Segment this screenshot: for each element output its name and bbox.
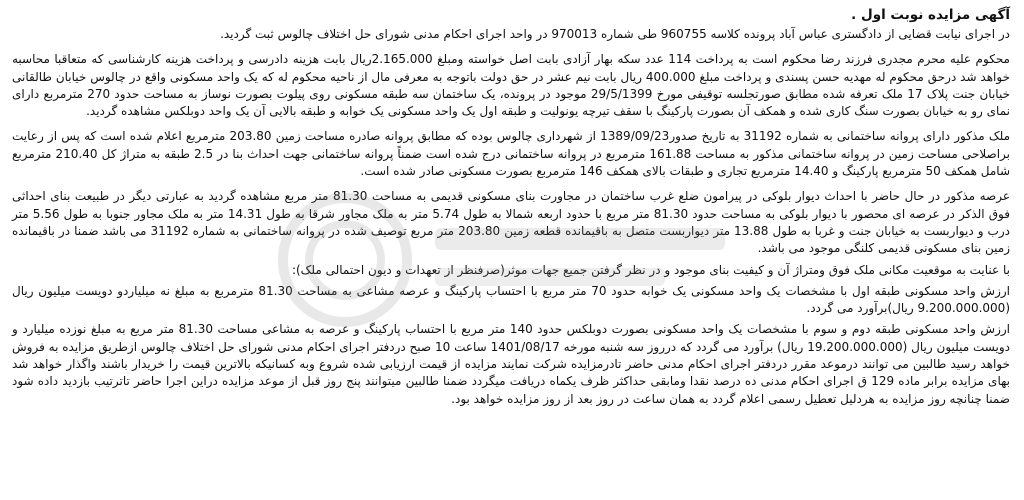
notice-paragraph-land: عرصه مذکور در حال حاضر با احداث دیوار بلوکی در پیرامون ضلع غرب ساختمان در مجاورت بنای مسکونی قدیمی به مساحت 81.30 متر مربع مشاهده گردید به عبارتی دیگر در طبیعت بنای احداثی فوق الذکر در عرصه ای محصور با دیوار بلوکی به مساحت حدود 81.30 متر مربع با حدود اربعه شمالا به طول 5.74 متر به ملک مجاور شرقا به طول 14.31 متر به ملک مجاور جنوبا به طول 5.56 متر درب و دیواربست به خیابان جنت و غربا به طول 13.88 متر دیواربست متصل به باقیمانده قطعه زمین 203.80 متر مربع توصیف شده در پروانه ساختمانی به شماره 31192 می باشد ضمنا در باقیمانده زمین بنای مسکونی قدیمی کلنگی موجود می باشد.: [12, 189, 1010, 256]
notice-paragraph-permit: ملک مذکور دارای پروانه ساختمانی به شماره 31192 به تاریخ صدور1389/09/23 از شهرداری چالوس بوده که مطابق پروانه صادره مساحت زمین 203.80 مترمربع اعلام شده است که پس از رعایت براصلاحی مساحت زمین در پروانه ساختمانی مذکور به مساحت 161.88 مترمربع در پروانه ساختمانی درج شده است ضمناً پروانه ساختمانی جهت احداث بنا در 2.5 طبقه به متراژ کل 210.40 مترمربع شامل همکف 50 مترمربع پارکینگ و 14.40 مترمربع تجاری و طبقات بالای همکف 146 مترمربع بصورت مسکونی صادر شده است.: [12, 129, 1011, 179]
notice-paragraph-judgment: محکوم علیه محرم مجدری فرزند رضا محکوم است به پرداخت 114 عدد سکه بهار آزادی بابت اصل خواسته ومبلغ 2.165.000ریال بابت هزینه دادرسی و پرداخت هزینه کارشناسی که متعاقبا محاسبه خواهد شد درحق محکوم له مهدیه حسن پسندی و پرداخت مبلغ 400.000 ریال بابت نیم عشر در حق دولت باتوجه به معرفی مال از ناحیه محکوم له که یک واحد مسکونی واقع در چالوس خیابان طالقانی خیابان جنت پلاک 17 ملک تعرفه شده مطابق صورتجلسه توقیفی مورخ 29/5/1399 موجود در پرونده، یک ساختمان سه طبقه مسکونی روی پیلوت بصورت نوساز به مساحت حدود 270 مترمربع دارای نمای رو به خیابان بصورت سنگ کاری شده و همکف آن بصورت پارکینگ با سقف تیرچه یونولیت و طبقه اول یک واحد مسکونی یک خوابه و طبقه بالایی آن یک واحد دوبلکس مشاهده گردید.: [12, 52, 1011, 119]
notice-paragraph-registration: در اجرای نیابت قضایی از دادگستری عباس آباد پرونده کلاسه 960755 طی شماره 970013 در واحد اجرای احکام مدنی شورای حل اختلاف چالوس ثبت گردید.: [220, 27, 1010, 41]
notice-title: آگهی مزایده نوبت اول .: [851, 7, 1010, 23]
notice-paragraph-first-floor-value: ارزش واحد مسکونی طبقه اول با مشخصات یک واحد مسکونی یک خوابه حدود 70 متر مربع با احتساب پارکینگ و عرصه مشاعی به مساحت 81.30 مترمربع به مبلغ نه میلیاردو دویست میلیون ریال (9.200.000.000 ریال)برآورد می گردد.: [12, 283, 1011, 316]
notice-paragraph-considerations: با عنایت به موقعیت مکانی ملک فوق ومتراژ آن و کیفیت بنای موجود و در نظر گرفتن جمیع جهات موثر(صرفنظر از تعهدات و دیون احتمالی ملک):: [291, 262, 1010, 277]
notice-paragraph-duplex-value: ارزش واحد مسکونی طبقه دوم و سوم با مشخصات یک واحد مسکونی بصورت دوبلکس حدود 140 متر مربع با احتساب پارکینگ و عرصه به مشاعی مساحت 81.30 متر مربع به مبلغ نوزده میلیارد و دویست میلیون ریال (19.200.000.000 ریال) برآورد می گردد که درروز سه شنبه مورخه 1401/08/17 ساعت 10 صبح دردفتر اجرای احکام مدنی شورای حل اختلاف چالوس ازطریق مزایده به فروش خواهد رسید طالبین می توانند درموعد مقرر دردفتر اجرای احکام مدنی حاضر تادرمزایده شرکت نمایند مزایده از قیمت ارزیابی شده شروع وبه کسانیکه بالاترین قیمت را خریدار باشند واگذار خواهد شد بهای مزایده برابر ماده 129 ق اجرای احکام مدنی ده درصد نقدا ومابقی حداکثر ظرف یکماه دریافت میگردد ضمنا طالبین میتوانند پنج روز قبل از موعد مزایده دراین اجرا حاضر تاترتیب بازدید داده شود ضمنا چنانچه روز مزایده به هردلیل تعطیل رسمی اعلام گردد به همان ساعت در روز بعد از روز مزایده خواهد بود.: [12, 322, 1011, 406]
